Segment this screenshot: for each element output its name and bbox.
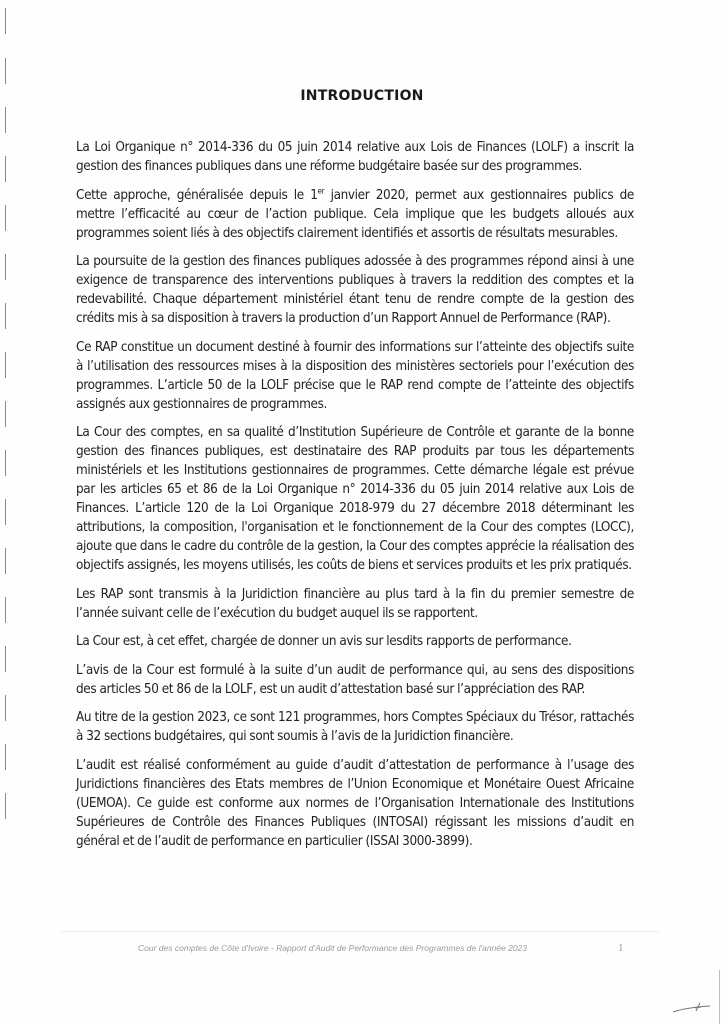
scan-edge-mark: [719, 970, 720, 1024]
paragraph-9: Au titre de la gestion 2023, ce sont 121 programmes, hors Comptes Spéciaux du Trésor, rattachés à 32 sections budgétaires, qui sont soumis à l’avis de la Juridiction financière.: [76, 710, 634, 744]
scan-edge-mark: [5, 450, 6, 476]
paragraph-7: La Cour est, à cet effet, chargée de donner un avis sur lesdits rapports de performance.: [76, 634, 572, 649]
scan-edge-mark: [5, 58, 6, 84]
paragraph-4: Ce RAP constitue un document destiné à fournir des informations sur l’atteinte des objectifs suite à l’utilisation des ressources mises à la disposition des ministères sectoriels pour l’exécution des programmes. L’article 50 de la LOLF précise que le RAP rend compte de l’atteinte des objectifs assignés aux gestionnaires de programmes.: [76, 339, 634, 412]
scan-edge-mark: [5, 744, 6, 770]
scan-edge-mark: [5, 499, 6, 525]
paragraph-1: La Loi Organique n° 2014-336 du 05 juin 2014 relative aux Lois de Finances (LOLF) a inscrit la gestion des finances publiques dans une réforme budgétaire basée sur des programmes.: [76, 140, 634, 174]
page-footer: Cour des comptes de Côte d'Ivoire - Rapport d'Audit de Performance des Programmes de l'année 2023: [138, 943, 527, 953]
scan-edge-mark: [5, 695, 6, 721]
scan-edge-mark: [5, 205, 6, 231]
scan-edge-mark: [5, 548, 6, 574]
scan-edge-mark: [5, 156, 6, 182]
scan-edge-mark: [5, 107, 6, 133]
paragraph-5: La Cour des comptes, en sa qualité d’Institution Supérieure de Contrôle et garante de la bonne gestion des finances publiques, est destinataire des RAP produits par tous les départements ministériels et les Institutions gestionnaires de programmes. Cette démarche légale est prévue par les articles 65 et 86 de la Loi Organique n° 2014-336 du 05 juin 2014 relative aux Lois de Finances. L’article 120 de la Loi Organique 2018-979 du 27 décembre 2018 déterminant les attributions, la composition, l'organisation et le fonctionnement de la Cour des comptes (LOCC), ajoute que dans le cadre du contrôle de la gestion, la Cour des comptes apprécie la réalisation des objectifs assignés, les moyens utilisés, les coûts de biens et services produits et les prix pratiqués.: [76, 425, 634, 573]
paragraph-2-rest: janvier 2020, permet aux gestionnaires publics de mettre l’efficacité au cœur de l’action publique. Cela implique que les budgets alloués aux programmes soient liés à des objectifs clairement identifiés et assortis de résultats mesurables.: [76, 187, 635, 241]
document-body: [76, 138, 634, 860]
paragraph-2-start: Cette approche, généralisée depuis le 1: [76, 187, 318, 203]
scan-edge-mark: [5, 793, 6, 819]
initials-signature-icon: [672, 996, 712, 1014]
scan-edge-mark: [5, 254, 6, 280]
ordinal-superscript: er: [317, 186, 325, 196]
footer-divider: [60, 931, 660, 932]
page-number: 1: [618, 942, 624, 954]
scan-edge-mark: [5, 303, 6, 329]
scan-edge-mark: [5, 8, 6, 34]
paragraph-8: L’avis de la Cour est formulé à la suite d’un audit de performance qui, au sens des dispositions des articles 50 et 86 de la LOLF, est un audit d’attestation basé sur l’appréciation des RAP.: [76, 662, 634, 697]
scan-edge-mark: [5, 401, 6, 427]
scan-edge-mark: [5, 597, 6, 623]
paragraph-6: Les RAP sont transmis à la Juridiction financière au plus tard à la fin du premier semestre de l’année suivant celle de l’exécution du budget auquel ils se rapportent.: [76, 586, 634, 621]
scan-edge-mark: [5, 646, 6, 672]
paragraph-10: L’audit est réalisé conformément au guide d’audit d’attestation de performance à l’usage des Juridictions financières des Etats membres de l’Union Economique et Monétaire Ouest Africaine (UEMOA). Ce guide est conforme aux normes de l’Organisation Internationale des Institutions Supérieures de Contrôle des Finances Publiques (INTOSAI) régissant les missions d’audit en général et de l’audit de performance en particulier (ISSAI 3000-3899).: [76, 757, 634, 849]
scan-edge-mark: [5, 352, 6, 378]
paragraph-3: La poursuite de la gestion des finances publiques adossée à des programmes répond ainsi à une exigence de transparence des interventions publiques à travers la reddition des comptes et la redevabilité. Chaque département ministériel étant tenu de rendre compte de la gestion des crédits mis à sa disposition à travers la production d’un Rapport Annuel de Performance (RAP).: [76, 254, 634, 326]
paragraph-2: [76, 186, 634, 243]
section-heading: INTRODUCTION: [300, 88, 424, 104]
